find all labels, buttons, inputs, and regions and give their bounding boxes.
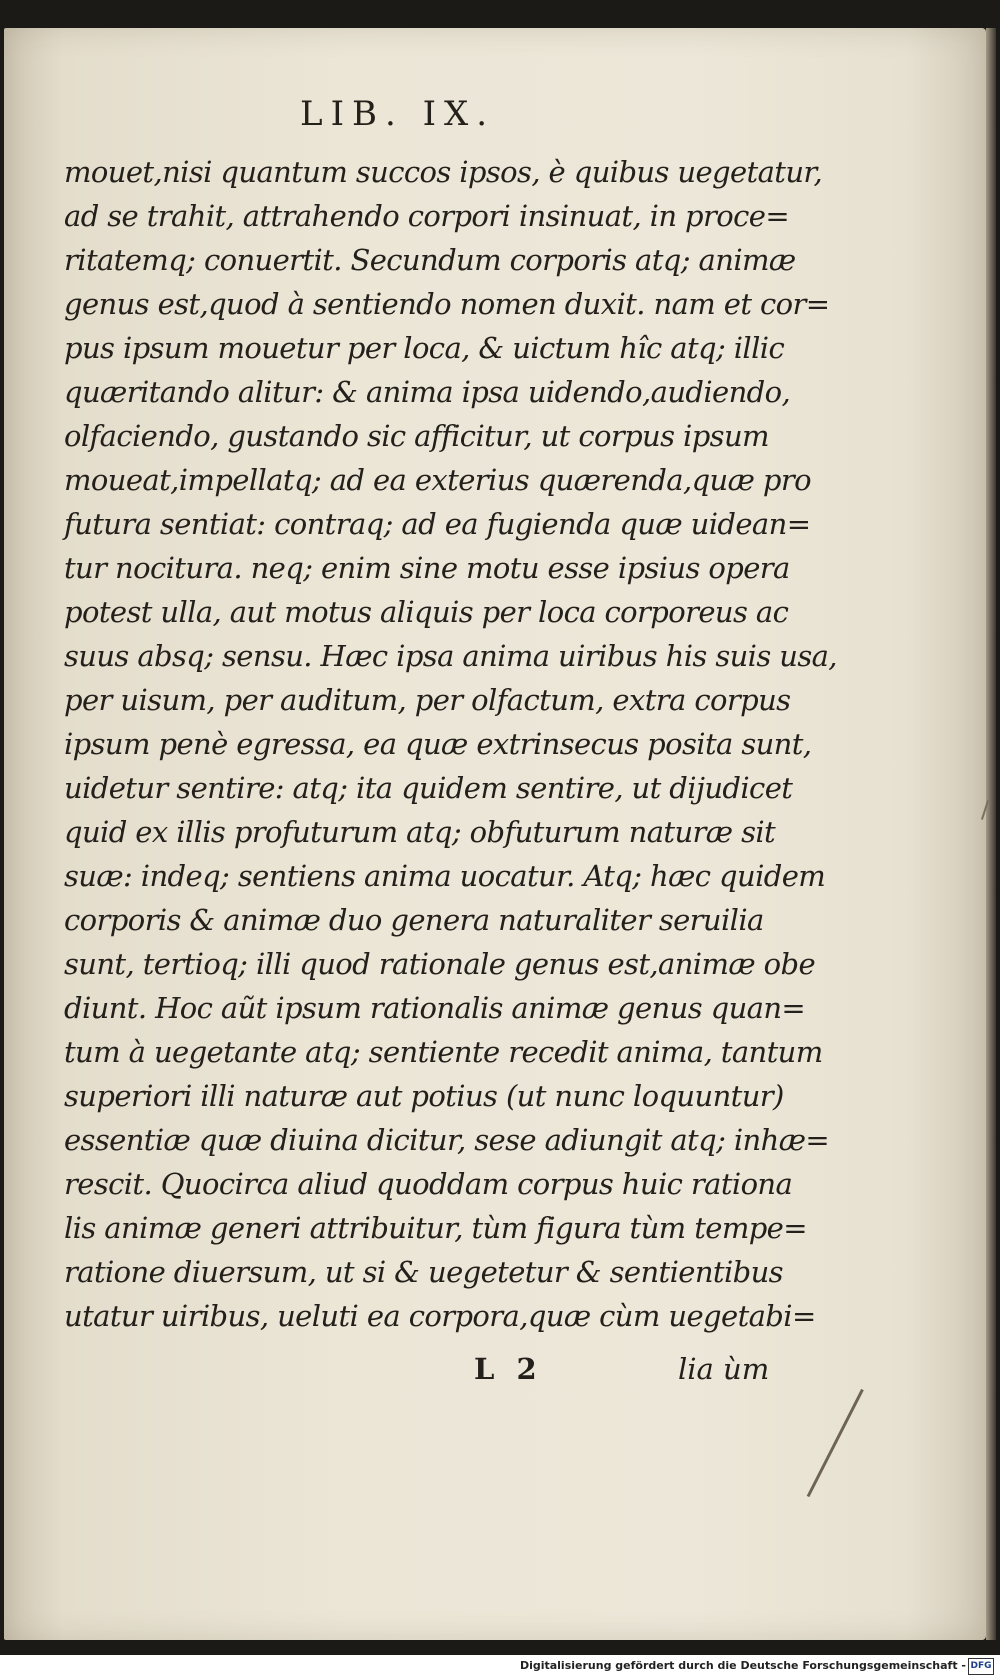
text-line: per uisum, per auditum, per olfactum, extra corpus [64, 683, 791, 717]
text-line: moueat,impellatq; ad ea exterius quærenda,quæ pro [64, 463, 811, 497]
text-line: corporis & animæ duo genera naturaliter seruilia [64, 903, 764, 937]
text-line: futura sentiat: contraq; ad ea fugienda quæ uidean= [64, 507, 811, 541]
text-line: olfaciendo, gustando sic afficitur, ut corpus ipsum [64, 419, 769, 453]
body-text [64, 150, 837, 1338]
text-line: potest ulla, aut motus aliquis per loca corporeus ac [64, 595, 789, 629]
text-line: utatur uiribus, ueluti ea corpora,quæ cùm uegetabi= [64, 1299, 816, 1333]
text-line: rescit. Quocirca aliud quoddam corpus huic rationa [64, 1167, 793, 1201]
signature-mark: L 2 [474, 1352, 543, 1386]
text-line: essentiæ quæ diuina dicitur, sese adiungit atq; inhæ= [64, 1123, 830, 1157]
text-line: quæritando alitur: & anima ipsa uidendo,audiendo, [64, 375, 791, 409]
text-line: diunt. Hoc aũt ipsum rationalis animæ genus quan= [64, 991, 806, 1025]
funding-credit: Digitalisierung gefördert durch die Deutsche Forschungsgemeinschaft - [519, 1659, 966, 1672]
text-line: quid ex illis profuturum atq; obfuturum naturæ sit [64, 815, 776, 849]
text-line: ipsum penè egressa, ea quæ extrinsecus posita sunt, [64, 727, 812, 761]
text-line: uidetur sentire: atq; ita quidem sentire, ut dijudicet [64, 771, 793, 805]
text-line: suæ: indeq; sentiens anima uocatur. Atq; hæc quidem [64, 859, 826, 893]
text-line: tum à uegetante atq; sentiente recedit anima, tantum [64, 1035, 823, 1069]
dfg-logo: DFG [968, 1658, 994, 1675]
catchword: lia ùm [678, 1352, 770, 1386]
text-line: suus absq; sensu. Hæc ipsa anima uiribus his suis usa, [64, 639, 837, 673]
text-line: ritatemq; conuertit. Secundum corporis atq; animæ [64, 243, 796, 277]
page-edge [986, 28, 996, 1640]
text-line: lis animæ generi attribuitur, tùm figura tùm tempe= [64, 1211, 807, 1245]
text-line: genus est,quod à sentiendo nomen duxit. nam et cor= [64, 287, 830, 321]
text-line: sunt, tertioq; illi quod rationale genus est,animæ obe [64, 947, 816, 981]
text-line: pus ipsum mouetur per loca, & uictum hîc atq; illic [64, 331, 785, 365]
text-line: mouet,nisi quantum succos ipsos, è quibus uegetatur, [64, 155, 823, 189]
text-line: ratione diuersum, ut si & uegetetur & sentientibus [64, 1255, 783, 1289]
running-head: LIB. IX. [300, 94, 496, 134]
text-line: tur nocitura. neq; enim sine motu esse ipsius opera [64, 551, 790, 585]
text-line: superiori illi naturæ aut potius (ut nunc loquuntur) [64, 1079, 784, 1113]
text-line: ad se trahit, attrahendo corpori insinuat, in proce= [64, 199, 790, 233]
